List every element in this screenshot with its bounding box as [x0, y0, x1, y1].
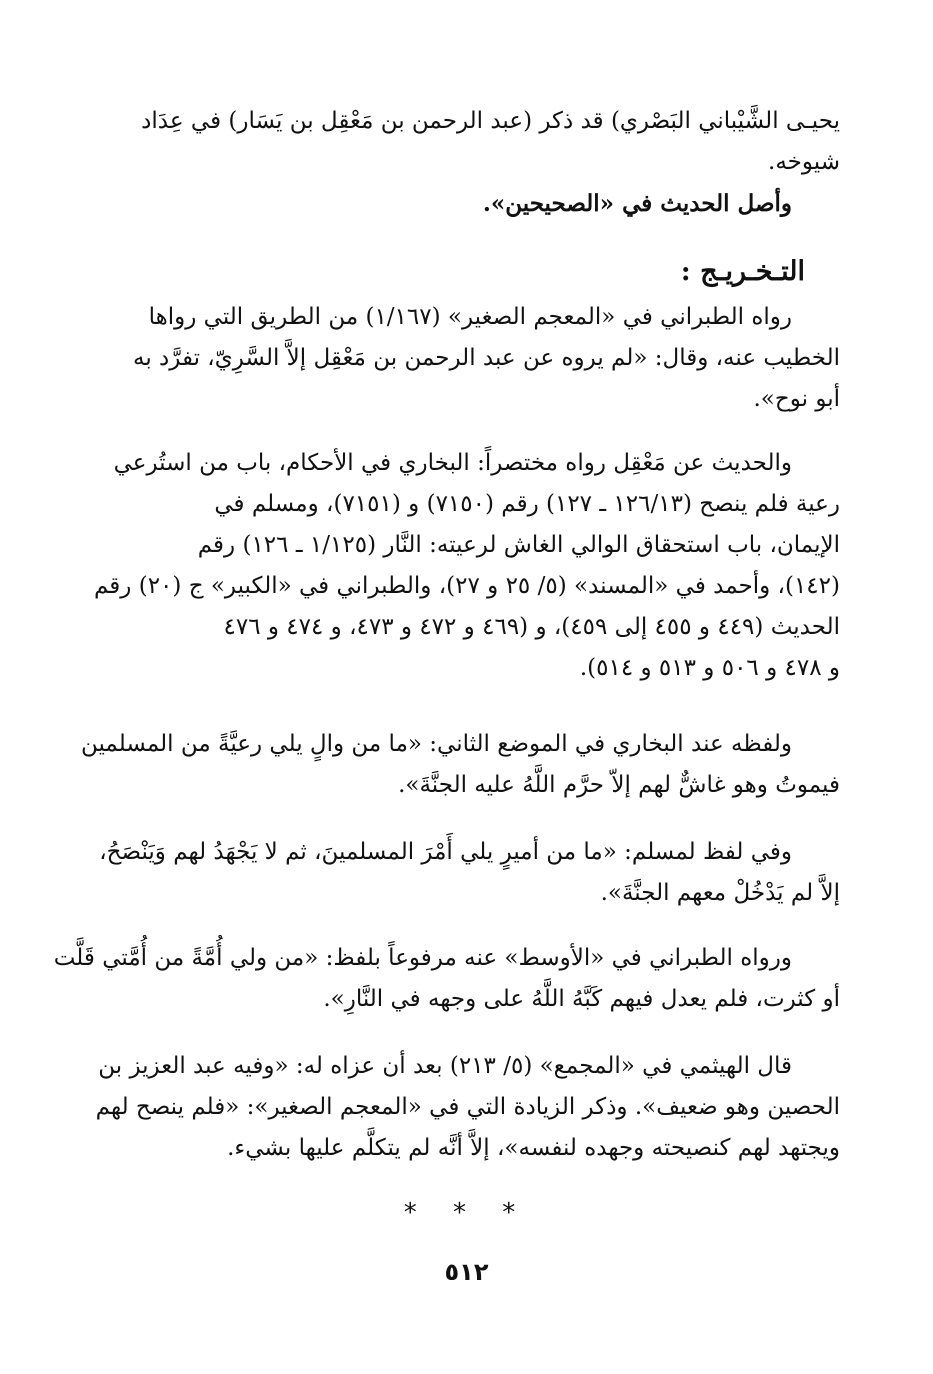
- intro-section: [110, 101, 840, 224]
- paragraph-line: قال الهيثمي في «المجمع» (٥/ ٢١٣) بعد أن عزاه له: «وفيه عبد العزيز بن: [98, 1053, 792, 1079]
- intro-line-2: شيوخه.: [768, 149, 840, 175]
- paragraph-1: [110, 297, 840, 420]
- paragraph-line: والحديث عن مَعْقِل رواه مختصراً: البخاري في الأحكام، باب من استُرعي: [113, 450, 792, 476]
- paragraph-line: و ٤٧٨ و ٥٠٦ و ٥١٣ و ٥١٤).: [579, 655, 840, 681]
- paragraph-line: ورواه الطبراني في «الأوسط» عنه مرفوعاً بلفظ: «من ولي أُمَّةً من أُمَّتي قَلَّت: [53, 945, 792, 971]
- paragraph-line: فيموتُ وهو غاشٌّ لهم إلاّ حرَّم اللَّهُ عليه الجنَّةَ».: [398, 772, 840, 798]
- paragraph-3: [80, 724, 840, 806]
- paragraph-2: [93, 443, 840, 689]
- paragraph-5: [53, 938, 840, 1020]
- section-separator: * * *: [403, 1198, 530, 1228]
- paragraph-line: ولفظه عند البخاري في الموضع الثاني: «ما من والٍ يلي رعيَّةً من المسلمين: [80, 731, 792, 757]
- section-heading: التـخـريـج :: [680, 256, 805, 287]
- paragraph-line: وفي لفظ لمسلم: «ما من أميرٍ يلي أَمْرَ المسلمينَ، ثم لا يَجْهَدُ لهم وَيَنْصَحُ،: [99, 839, 792, 865]
- paragraph-4: [99, 832, 840, 914]
- intro-line-1: يحيـى الشَّيْباني البَصْري) قد ذكر (عبد الرحمن بن مَعْقِل بن يَسَار) في عِدَاد: [141, 108, 840, 134]
- paragraph-line: (١٤٢)، وأحمد في «المسند» (٥/ ٢٥ و ٢٧)، والطبراني في «الكبير» ج (٢٠) رقم: [93, 573, 840, 599]
- paragraph-line: أبو نوح».: [753, 386, 840, 412]
- paragraph-line: الإيمان، باب استحقاق الوالي الغاش لرعيته: النَّار (١/١٢٥ ـ ١٢٦) رقم: [197, 532, 840, 558]
- paragraph-line: الحصين وهو ضعيف». وذكر الزيادة التي في «المعجم الصغير»: «فلم ينصح لهم: [95, 1094, 840, 1120]
- paragraph-line: الحديث (٤٤٩ و ٤٥٥ إلى ٤٥٩)، و (٤٦٩ و ٤٧٢ و ٤٧٣، و ٤٧٤ و ٤٧٦: [223, 614, 840, 640]
- paragraph-line: رواه الطبراني في «المعجم الصغير» (١/١٦٧) من الطريق التي رواها: [148, 304, 792, 330]
- paragraph-line: ويجتهد لهم كنصيحته وجهده لنفسه»، إلاَّ أنَّه لم يتكلَّم عليها بشيء.: [227, 1135, 840, 1161]
- paragraph-line: رعية فلم ينصح (١٢٦/١٣ ـ ١٢٧) رقم (٧١٥٠) و (٧١٥١)، ومسلم في: [214, 491, 840, 517]
- paragraph-line: إلاَّ لم يَدْخُلْ معهم الجنَّةَ».: [600, 880, 840, 906]
- page-number: ٥١٢: [444, 1258, 489, 1286]
- paragraph-line: الخطيب عنه، وقال: «لم يروه عن عبد الرحمن بن مَعْقِل إلاَّ السَّرِيّ، تفرَّد به: [132, 345, 840, 371]
- paragraph-line: أو كثرت، فلم يعدل فيهم كَبَّهُ اللَّهُ على وجهه في النَّارِ».: [323, 986, 840, 1012]
- paragraph-6: [95, 1046, 840, 1169]
- intro-bold-line: وأصل الحديث في «الصحيحين».: [482, 190, 792, 217]
